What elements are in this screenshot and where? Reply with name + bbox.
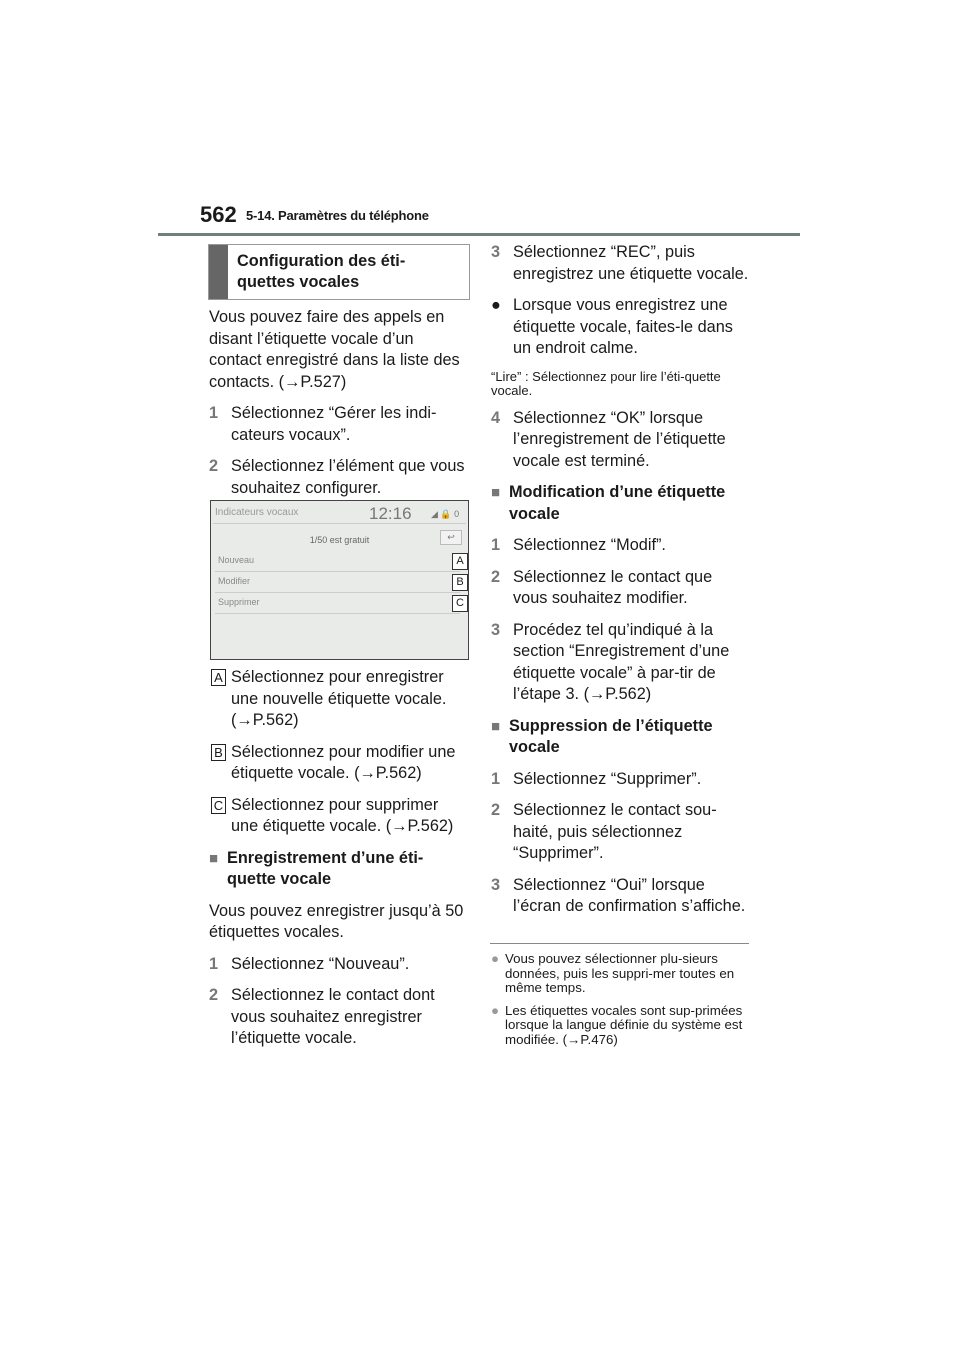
note-item: ● Vous pouvez sélectionner plu-sieurs données, puis les suppri-mer toutes en même temps. <box>491 951 735 995</box>
step-item: 4 Sélectionnez “OK” lorsque l’enregistrement de l’étiquette vocale est terminé. <box>491 408 726 470</box>
left-column-lower <box>209 667 467 1060</box>
label-b: B Sélectionnez pour modifier une étiquette vocale. (→P.562) <box>209 742 467 785</box>
lire-note: “Lire” : Sélectionnez pour lire l’éti-quette vocale. <box>491 368 721 398</box>
step-item: 3 Procédez tel qu’indiqué à la section “Enregistrement d’une étiquette vocale” à par-tir de l’étape 3. (→P.562) <box>491 620 730 703</box>
step-item: 1 Sélectionnez “Modif”. <box>491 536 666 554</box>
screen-item-nouveau[interactable]: Nouveau A <box>215 551 460 572</box>
bullet-item: ● Lorsque vous enregistrez une étiquette vocale, faites-le dans un endroit calme. <box>491 296 733 357</box>
screen-divider <box>213 523 466 524</box>
bullet-icon: ● <box>491 296 501 314</box>
note-bullet-icon: ● <box>491 1002 500 1018</box>
step-item: 3 Sélectionnez “Oui” lorsque l’écran de confirmation s’affiche. <box>491 875 746 915</box>
notes-divider <box>490 943 749 944</box>
free-count: 1/50 est gratuit <box>309 535 370 545</box>
screen-title: Indicateurs vocaux <box>215 507 299 518</box>
section-title-box <box>208 244 470 300</box>
intro-paragraph: Vous pouvez faire des appels en disant l’étiquette vocale d’un contact enregistré dans la liste des contacts. (→P.527) <box>209 308 460 391</box>
callout-a: A <box>452 553 468 570</box>
step-item: 2 Sélectionnez le contact que vous souhaitez modifier. <box>491 567 713 607</box>
subsection-heading: ■ Suppression de l’étiquette vocale <box>491 716 713 756</box>
screen-clock: 12:16 <box>369 504 412 523</box>
subsection-heading: ■ Modification d’une étiquette vocale <box>491 483 726 523</box>
right-column <box>491 242 749 928</box>
step-item: 3 Sélectionnez “REC”, puis enregistrez une étiquette vocale. <box>491 243 749 283</box>
header-rule <box>158 233 800 236</box>
label-a: A Sélectionnez pour enregistrer une nouvelle étiquette vocale. (→P.562) <box>209 667 467 732</box>
step-item: 2 Sélectionnez l’élément que vous souhaitez configurer. <box>209 457 465 497</box>
step-item: 1 Sélectionnez “Supprimer”. <box>491 769 702 788</box>
screen-item-modifier[interactable]: Modifier B <box>215 572 460 593</box>
step-item: 2 Sélectionnez le contact sou-haité, puis sélectionnez “Supprimer”. <box>491 801 717 862</box>
screen-illustration <box>210 500 469 660</box>
step-item: 1 Sélectionnez “Gérer les indi-cateurs vocaux”. <box>209 404 437 444</box>
back-icon[interactable]: ↩ <box>440 530 462 545</box>
left-column-upper <box>209 307 467 509</box>
title-bar-accent <box>209 245 228 299</box>
notes-section <box>491 952 749 1055</box>
note-item: ● Les étiquettes vocales sont sup-primées lorsque la langue définie du système est modifiée. (→P.476) <box>491 1002 743 1047</box>
subsection-intro: Vous pouvez enregistrer jusqu’à 50 étiquettes vocales. <box>209 901 464 941</box>
screen-item-supprimer[interactable]: Supprimer C <box>215 593 460 614</box>
step-item: 2 Sélectionnez le contact dont vous souhaitez enregistrer l’étiquette vocale. <box>209 986 435 1047</box>
callout-c: C <box>452 595 468 612</box>
callout-b: B <box>452 574 468 591</box>
label-c: C Sélectionnez pour supprimer une étiquette vocale. (→P.562) <box>209 795 467 838</box>
note-bullet-icon: ● <box>491 951 500 966</box>
page-number: 562 <box>200 202 237 227</box>
subsection-heading: ■ Enregistrement d’une éti-quette vocale <box>209 848 424 888</box>
step-item: 1 Sélectionnez “Nouveau”. <box>209 954 410 973</box>
section-title: Configuration des éti- quettes vocales <box>237 252 406 291</box>
status-icons: ◢ 🔒 0 <box>431 509 460 519</box>
chapter-title: 5-14. Paramètres du téléphone <box>246 208 429 223</box>
